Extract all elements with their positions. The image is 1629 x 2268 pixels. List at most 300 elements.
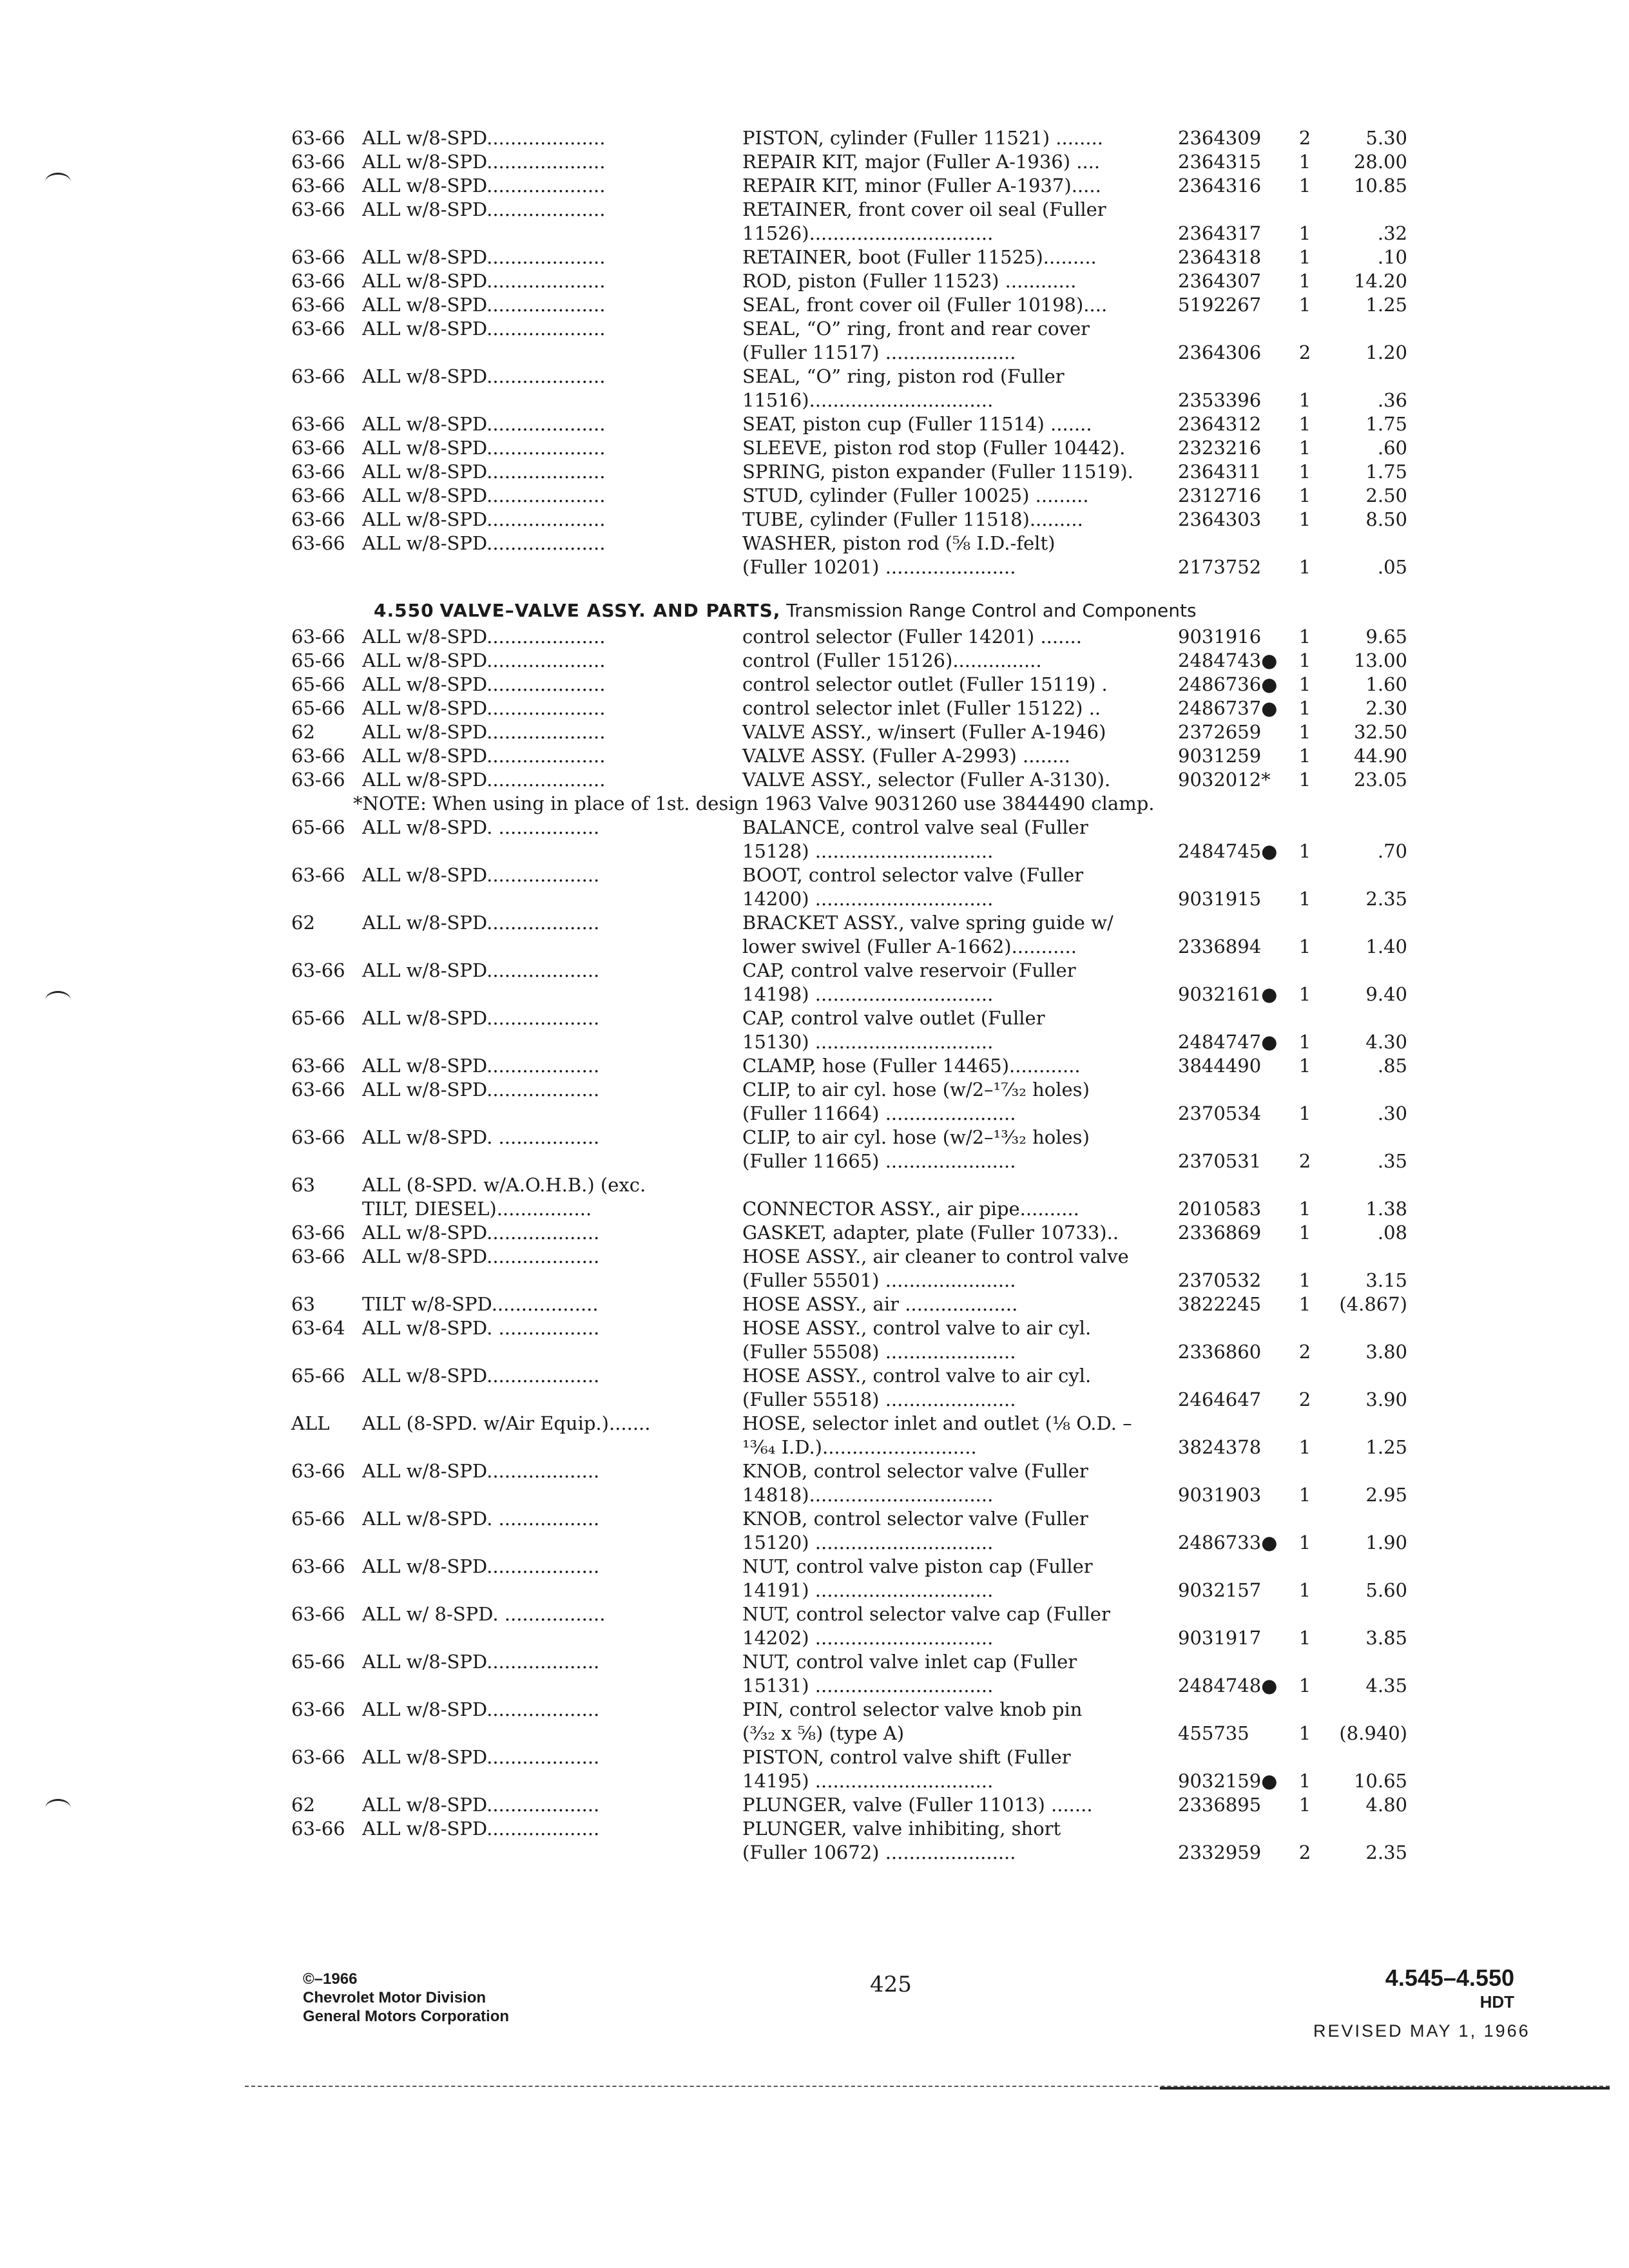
table-row [0,460,1629,484]
quantity-cell: 2 [1298,1389,1311,1410]
table-row [0,1340,1629,1364]
part-number-cell: 3824378 [1178,1436,1262,1458]
years-cell: 63-66 [291,1126,345,1148]
quantity-cell: 1 [1298,1627,1311,1649]
quantity-cell: 1 [1298,1293,1311,1315]
quantity-cell: 2 [1298,1341,1311,1363]
part-number-cell: 2372659 [1178,721,1262,743]
application-cell: ALL w/8-SPD................... [362,1222,600,1244]
table-row [0,1221,1629,1245]
table-row [0,1793,1629,1817]
page-number: 425 [870,1972,912,1997]
price-cell: 3.90 [1365,1389,1407,1410]
application-cell: ALL (8-SPD. w/A.O.H.B.) (exc. [362,1174,646,1196]
description-cell: NUT, control selector valve cap (Fuller [742,1603,1110,1625]
description-cell: CLIP, to air cyl. hose (w/2–¹⁷⁄₃₂ holes) [742,1079,1090,1100]
table-row [0,863,1629,887]
application-cell: ALL w/8-SPD.................... [362,673,606,695]
parts-group-valve [0,625,1629,792]
years-cell: 63-64 [291,1317,345,1339]
copyright: ©–1966 [303,1970,358,1988]
price-cell: .35 [1377,1150,1407,1172]
table-row [0,744,1629,768]
application-cell: ALL w/8-SPD.................... [362,437,606,459]
part-number-cell: 2486736● [1178,673,1278,695]
description-cell: 14191) .............................. [742,1579,994,1601]
table-row [0,293,1629,317]
quantity-cell: 1 [1298,1269,1311,1291]
application-cell: ALL w/8-SPD.................... [362,246,606,268]
table-row [0,1269,1629,1293]
description-cell: CLAMP, hose (Fuller 14465)............ [742,1055,1081,1077]
application-cell: ALL w/8-SPD.................... [362,485,606,506]
description-cell: VALVE ASSY., selector (Fuller A-3130). [742,769,1111,791]
part-number-cell: 2364315 [1178,151,1262,173]
years-cell: 63-66 [291,1818,345,1840]
description-cell: (Fuller 11665) ...................... [742,1150,1016,1172]
quantity-cell: 1 [1298,1484,1311,1506]
price-cell: 3.15 [1365,1269,1407,1291]
quantity-cell: 1 [1298,461,1311,483]
years-cell: 63-66 [291,1555,345,1577]
description-cell: ¹³⁄₆₄ I.D.).......................... [742,1436,977,1458]
years-cell: 63-66 [291,769,345,791]
description-cell: NUT, control valve inlet cap (Fuller [742,1651,1077,1673]
table-row [0,768,1629,792]
price-cell: .70 [1377,840,1407,862]
quantity-cell: 1 [1298,1055,1311,1077]
description-cell: control selector outlet (Fuller 15119) . [742,673,1108,695]
years-cell: 63-66 [291,246,345,268]
price-cell: 10.65 [1353,1770,1407,1792]
application-cell: ALL w/8-SPD.................... [362,270,606,292]
table-row [0,1579,1629,1602]
description-cell: 15128) .............................. [742,840,994,862]
application-cell: ALL w/8-SPD................... [362,1555,600,1577]
application-cell: ALL w/8-SPD................... [362,1460,600,1482]
description-cell: PLUNGER, valve (Fuller 11013) ....... [742,1794,1093,1816]
years-cell: 63-66 [291,1079,345,1100]
years-cell: 63-66 [291,127,345,149]
application-cell: ALL w/ 8-SPD. ................. [362,1603,606,1625]
description-cell: 14200) .............................. [742,888,994,910]
table-row [0,174,1629,198]
years-cell: 63-66 [291,864,345,886]
application-cell: ALL w/8-SPD. ................. [362,816,600,838]
footer-rule-solid [1160,2087,1610,2090]
description-cell: CLIP, to air cyl. hose (w/2–¹³⁄₃₂ holes) [742,1126,1090,1148]
description-cell: (Fuller 55501) ...................... [742,1269,1016,1291]
application-cell: ALL w/8-SPD................... [362,1055,600,1077]
section-range-block [1340,1964,1514,2012]
part-number-cell: 9032159● [1178,1770,1278,1792]
table-row [0,1388,1629,1412]
description-cell: SPRING, piston expander (Fuller 11519). [742,461,1133,483]
description-cell: PIN, control selector valve knob pin [742,1698,1083,1720]
application-cell: ALL w/8-SPD................... [362,1651,600,1673]
application-cell: ALL w/8-SPD................... [362,1079,600,1100]
quantity-cell: 1 [1298,769,1311,791]
section-heading [0,597,1629,625]
description-cell: lower swivel (Fuller A-1662)........... [742,936,1077,957]
application-cell: ALL w/8-SPD.................... [362,294,606,316]
parts-group-valve-parts [0,816,1629,1865]
years-cell: 63-66 [291,1746,345,1768]
application-cell: ALL w/8-SPD.................... [362,769,606,791]
table-row [0,1626,1629,1650]
table-row [0,697,1629,720]
years-cell: 63-66 [291,461,345,483]
description-cell: HOSE ASSY., control valve to air cyl. [742,1317,1092,1339]
table-row [0,1149,1629,1173]
application-cell: ALL w/8-SPD.................... [362,198,606,220]
price-cell: .32 [1377,222,1407,244]
application-cell: ALL w/8-SPD.................... [362,508,606,530]
table-row [0,983,1629,1006]
application-cell: ALL w/8-SPD. ................. [362,1126,600,1148]
table-row [0,1483,1629,1507]
years-cell: 65-66 [291,697,345,719]
part-number-cell: 9031915 [1178,888,1262,910]
description-cell: 14198) .............................. [742,983,994,1005]
description-cell: BALANCE, control valve seal (Fuller [742,816,1088,838]
price-cell: 8.50 [1365,508,1407,530]
table-row [0,1698,1629,1722]
part-number-cell: 3822245 [1178,1293,1262,1315]
table-row [0,625,1629,649]
quantity-cell: 1 [1298,673,1311,695]
quantity-cell: 1 [1298,508,1311,530]
application-cell: ALL w/8-SPD................... [362,1245,600,1267]
table-row [0,269,1629,293]
quantity-cell: 1 [1298,1532,1311,1553]
part-number-cell: 2010583 [1178,1198,1262,1220]
table-row [0,1531,1629,1555]
price-cell: .60 [1377,437,1407,459]
table-row [0,816,1629,840]
years-cell: 63-66 [291,745,345,767]
description-cell: VALVE ASSY. (Fuller A-2993) ........ [742,745,1070,767]
description-cell: PLUNGER, valve inhibiting, short [742,1818,1061,1840]
years-cell: 63-66 [291,532,345,554]
description-cell: WASHER, piston rod (⅝ I.D.-felt) [742,532,1055,554]
application-cell: ALL w/8-SPD.................... [362,318,606,340]
price-cell: 1.25 [1365,1436,1407,1458]
description-cell: control selector inlet (Fuller 15122) .. [742,697,1101,719]
years-cell: 63-66 [291,437,345,459]
description-cell: (Fuller 55508) ...................... [742,1341,1016,1363]
table-row [0,1364,1629,1388]
table-row [0,341,1629,365]
description-cell: REPAIR KIT, minor (Fuller A-1937)..... [742,175,1101,197]
quantity-cell: 1 [1298,1436,1311,1458]
part-number-cell: 2336860 [1178,1341,1262,1363]
table-row [0,1126,1629,1149]
table-row [0,389,1629,412]
table-row [0,150,1629,174]
application-cell: ALL w/8-SPD.................... [362,175,606,197]
price-cell: .30 [1377,1102,1407,1124]
years-cell: 63-66 [291,1055,345,1077]
part-number-cell: 5192267 [1178,294,1262,316]
price-cell: 9.65 [1365,626,1407,648]
quantity-cell: 1 [1298,294,1311,316]
years-cell: 63-66 [291,175,345,197]
description-cell: ROD, piston (Fuller 11523) ............ [742,270,1077,292]
description-cell: HOSE ASSY., control valve to air cyl. [742,1365,1092,1387]
description-cell: 15120) .............................. [742,1532,994,1553]
description-cell: 11516)............................... [742,389,994,411]
table-row [0,412,1629,436]
part-number-cell: 2484743● [1178,649,1278,671]
quantity-cell: 1 [1298,888,1311,910]
price-cell: 1.38 [1365,1198,1407,1220]
table-row [0,1507,1629,1531]
part-number-cell: 2486737● [1178,697,1278,719]
part-number-cell: 2364312 [1178,413,1262,435]
years-cell: 63-66 [291,485,345,506]
price-cell: .36 [1377,389,1407,411]
price-cell: 2.35 [1365,1841,1407,1863]
quantity-cell: 1 [1298,745,1311,767]
part-number-cell: 2336895 [1178,1794,1262,1816]
description-cell: 14202) .............................. [742,1627,994,1649]
quantity-cell: 1 [1298,151,1311,173]
years-cell: 62 [291,721,315,743]
table-row [0,1722,1629,1745]
part-number-cell: 9031903 [1178,1484,1262,1506]
table-row [0,1197,1629,1221]
price-cell: 23.05 [1353,769,1407,791]
table-row [0,911,1629,935]
price-cell: 13.00 [1353,649,1407,671]
description-cell: KNOB, control selector valve (Fuller [742,1460,1088,1482]
quantity-cell: 1 [1298,1198,1311,1220]
table-row [0,1293,1629,1316]
description-cell: VALVE ASSY., w/insert (Fuller A-1946) [742,721,1106,743]
years-cell: 63-66 [291,959,345,981]
description-cell: NUT, control valve piston cap (Fuller [742,1555,1093,1577]
application-cell: ALL w/8-SPD.................... [362,413,606,435]
publisher-block [303,1970,509,2026]
price-cell: 1.40 [1365,936,1407,957]
part-number-cell: 2364306 [1178,341,1262,363]
quantity-cell: 1 [1298,697,1311,719]
parts-list [0,126,1629,1865]
table-row [0,1817,1629,1841]
table-row [0,887,1629,911]
quantity-cell: 2 [1298,1841,1311,1863]
price-cell: 1.20 [1365,341,1407,363]
note: *NOTE: When using in place of 1st. design 1963 Valve 9031260 use 3844490 clamp. [353,793,1155,814]
years-cell: 65-66 [291,649,345,671]
quantity-cell: 1 [1298,485,1311,506]
table-row [0,1173,1629,1197]
price-cell: .85 [1377,1055,1407,1077]
revised-date: REVISED MAY 1, 1966 [1313,2021,1530,2041]
description-cell: RETAINER, boot (Fuller 11525)......... [742,246,1097,268]
quantity-cell: 1 [1298,389,1311,411]
description-cell: HOSE ASSY., air ................... [742,1293,1018,1315]
quantity-cell: 1 [1298,626,1311,648]
section-subtitle: Transmission Range Control and Components [786,600,1197,621]
years-cell: 63-66 [291,626,345,648]
quantity-cell: 1 [1298,413,1311,435]
price-cell: 4.80 [1365,1794,1407,1816]
years-cell: 63-66 [291,508,345,530]
price-cell: 10.85 [1353,175,1407,197]
table-row [0,436,1629,460]
table-row [0,1769,1629,1793]
application-cell: ALL w/8-SPD................... [362,912,600,934]
quantity-cell: 1 [1298,1794,1311,1816]
application-cell: ALL (8-SPD. w/Air Equip.)....... [362,1412,651,1434]
table-row [0,1650,1629,1674]
description-cell: 14818)............................... [742,1484,994,1506]
years-cell: 63 [291,1174,315,1196]
part-number-cell: 9031917 [1178,1627,1262,1649]
price-cell: 32.50 [1353,721,1407,743]
quantity-cell: 1 [1298,1579,1311,1601]
years-cell: 65-66 [291,673,345,695]
part-number-cell: 2370534 [1178,1102,1262,1124]
table-row [0,508,1629,532]
table-row [0,1245,1629,1269]
table-row [0,1436,1629,1459]
table-row [0,959,1629,983]
application-cell: ALL w/8-SPD................... [362,864,600,886]
quantity-cell: 1 [1298,1675,1311,1696]
quantity-cell: 1 [1298,1031,1311,1053]
part-number-cell: 2353396 [1178,389,1262,411]
price-cell: 2.35 [1365,888,1407,910]
price-cell: 28.00 [1353,151,1407,173]
table-row [0,720,1629,744]
quantity-cell: 1 [1298,437,1311,459]
table-row [0,1459,1629,1483]
part-number-cell: 2173752 [1178,556,1262,578]
table-row [0,1602,1629,1626]
vehicle-type: HDT [1480,1992,1514,2012]
quantity-cell: 1 [1298,175,1311,197]
description-cell: (Fuller 11517) ...................... [742,341,1016,363]
description-cell: SEAL, “O” ring, front and rear cover [742,318,1090,340]
years-cell: 63-66 [291,294,345,316]
table-row [0,649,1629,673]
part-number-cell: 2336869 [1178,1222,1262,1244]
quantity-cell: 1 [1298,270,1311,292]
description-cell: (Fuller 10672) ...................... [742,1841,1016,1863]
description-cell: TUBE, cylinder (Fuller 11518)......... [742,508,1083,530]
part-number-cell: 2364316 [1178,175,1262,197]
quantity-cell: 1 [1298,936,1311,957]
part-number-cell: 9031259 [1178,745,1262,767]
description-cell: PISTON, cylinder (Fuller 11521) ........ [742,127,1104,149]
application-cell: ALL w/8-SPD. ................. [362,1317,600,1339]
application-cell: ALL w/8-SPD................... [362,1746,600,1768]
application-cell: ALL w/8-SPD.................... [362,532,606,554]
price-cell: 1.25 [1365,294,1407,316]
application-cell: ALL w/8-SPD.................... [362,721,606,743]
description-cell: CAP, control valve outlet (Fuller [742,1007,1045,1029]
table-row [0,365,1629,389]
years-cell: ALL [291,1412,330,1434]
application-cell: ALL w/8-SPD................... [362,1794,600,1816]
division: Chevrolet Motor Division [303,1989,487,2006]
quantity-cell: 2 [1298,1150,1311,1172]
table-row [0,840,1629,863]
application-cell: ALL w/8-SPD................... [362,1818,600,1840]
table-row [0,1555,1629,1579]
part-number-cell: 2364318 [1178,246,1262,268]
table-row [0,555,1629,579]
description-cell: SLEEVE, piston rod stop (Fuller 10442). [742,437,1126,459]
price-cell: 3.85 [1365,1627,1407,1649]
description-cell: control (Fuller 15126)............... [742,649,1042,671]
description-cell: STUD, cylinder (Fuller 10025) ......... [742,485,1089,506]
quantity-cell: 1 [1298,1102,1311,1124]
price-cell: 2.30 [1365,697,1407,719]
quantity-cell: 1 [1298,1222,1311,1244]
years-cell: 63-66 [291,1603,345,1625]
application-cell: ALL w/8-SPD................... [362,1365,600,1387]
table-row [0,673,1629,697]
table-row [0,532,1629,555]
table-row [0,1745,1629,1769]
application-cell: ALL w/8-SPD................... [362,959,600,981]
application-cell: ALL w/8-SPD................... [362,1007,600,1029]
price-cell: (8.940) [1339,1722,1407,1744]
price-cell: 4.35 [1365,1675,1407,1696]
table-row [0,1412,1629,1436]
part-number-cell: 9031916 [1178,626,1262,648]
years-cell: 63-66 [291,413,345,435]
quantity-cell: 1 [1298,1722,1311,1744]
section-title: VALVE–VALVE ASSY. AND PARTS, [439,600,781,621]
application-cell: TILT w/8-SPD.................. [362,1293,599,1315]
price-cell: 5.30 [1365,127,1407,149]
quantity-cell: 1 [1298,983,1311,1005]
price-cell: .05 [1377,556,1407,578]
description-cell: 15130) .............................. [742,1031,994,1053]
part-number-cell: 2484747● [1178,1031,1278,1053]
description-cell: SEAT, piston cup (Fuller 11514) ....... [742,413,1092,435]
description-cell: GASKET, adapter, plate (Fuller 10733).. [742,1222,1119,1244]
description-cell: RETAINER, front cover oil seal (Fuller [742,198,1106,220]
price-cell: 4.30 [1365,1031,1407,1053]
price-cell: 1.75 [1365,413,1407,435]
table-row [0,1030,1629,1054]
table-row [0,484,1629,508]
quantity-cell: 1 [1298,556,1311,578]
price-cell: 1.90 [1365,1532,1407,1553]
application-cell: ALL w/8-SPD.................... [362,649,606,671]
years-cell: 62 [291,912,315,934]
part-number-cell: 2323216 [1178,437,1262,459]
section-range: 4.545–4.550 [1385,1965,1514,1991]
years-cell: 63-66 [291,318,345,340]
price-cell: 2.95 [1365,1484,1407,1506]
table-row [0,126,1629,150]
part-number-cell: 3844490 [1178,1055,1262,1077]
description-cell: HOSE ASSY., air cleaner to control valve [742,1245,1129,1267]
section-number: 4.550 [374,600,434,621]
part-number-cell: 2486733● [1178,1532,1278,1553]
quantity-cell: 2 [1298,341,1311,363]
table-row [0,1102,1629,1126]
quantity-cell: 1 [1298,246,1311,268]
years-cell: 63-66 [291,365,345,387]
